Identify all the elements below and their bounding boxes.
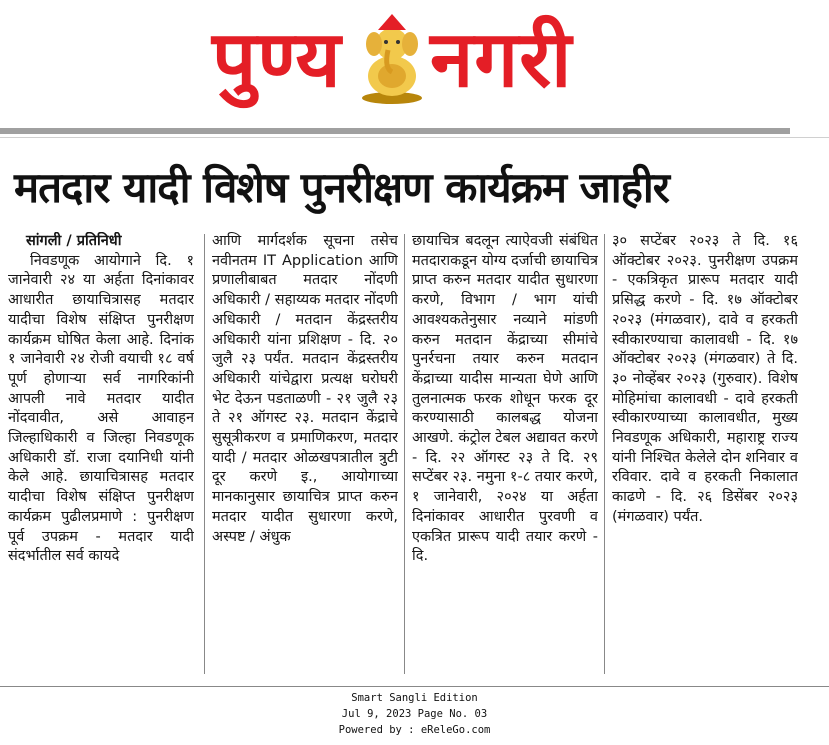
masthead-title-right: नगरी (430, 15, 573, 105)
footer-edition: Smart Sangli Edition (351, 692, 478, 704)
footer-date-page: Jul 9, 2023 Page No. 03 (341, 708, 488, 720)
article-body (8, 232, 820, 680)
column-divider (204, 234, 205, 674)
masthead (0, 0, 829, 126)
article-column-1 (8, 232, 194, 680)
column-3-text: छायाचित्र बदलून त्याऐवजी संबंधित मतदाराकडून योग्य दर्जाची छायाचित्र प्राप्त करुन मतदार यादीत सुधारणा करणे, विभाग / भाग यांची आवश्यकतेनुसार नव्याने मांडणी करुन मतदान केंद्राच्या सीमांचे पुनर्रचना तयार करुन मतदान केंद्राच्या यादीस मान्यता घेणे आणि तुलनात्मक फरक शोधून फरक दूर करण्यासाठी कालबद्ध योजना आखणे. कंट्रोल टेबल अद्यावत करणे - दि. २२ ऑगस्ट २३ ते दि. २९ सप्टेंबर २३. नमुना १-८ तयार करणे, १ जानेवारी, २०२४ या अर्हता दिनांकावर आधारीत पुरवणी व एकत्रित प्रारूप यादी तयार करणे - दि. (412, 233, 598, 565)
footer-rule (0, 686, 829, 687)
masthead-title-left: पुण्य (212, 15, 342, 105)
article-column-2 (212, 232, 398, 680)
ganesh-idol-icon (358, 10, 426, 106)
article-byline: सांगली / प्रतिनिधी (26, 233, 122, 249)
column-1-text: निवडणूक आयोगाने दि. १ जानेवारी २४ या अर्हता दिनांकावर आधारीत छायाचित्रासह मतदार यादीचा विशेष संक्षिप्त पुनरीक्षण कार्यक्रम घोषित केला आहे. दिनांक १ जानेवारी २४ रोजी वयाची १८ वर्ष पूर्ण होणाऱ्या सर्व नागरिकांनी आपली नावे मतदार यादीत नोंदवावीत, असे आवाहन जिल्हाधिकारी व जिल्हा निवडणूक अधिकारी डॉ. राजा दयानिधी यांनी केले आहे. छायाचित्रासह मतदार यादीचा विशेष संक्षिप्त पुनरीक्षण कार्यक्रम पुढीलप्रमाणे : पुनरीक्षण पूर्व उपक्रम - मतदार यादी संदर्भातील सर्व कायदे (8, 252, 194, 565)
page-footer (0, 690, 829, 738)
article-headline: मतदार यादी विशेष पुनरीक्षण कार्यक्रम जाहीर (14, 163, 669, 212)
article-column-4 (612, 232, 798, 680)
masthead-rule (0, 128, 790, 134)
column-divider (404, 234, 405, 674)
article-column-3 (412, 232, 598, 680)
column-4-text: ३० सप्टेंबर २०२३ ते दि. १६ ऑक्टोबर २०२३. पुनरीक्षण उपक्रम - एकत्रिकृत प्रारूप मतदार यादी प्रसिद्ध करणे - दि. १७ ऑक्टोबर २०२३ (मंगळवार), दावे व हरकती स्वीकारण्याचा कालावधी - दि. १७ ऑक्टोबर २०२३ (मंगळवार) ते दि. ३० नोव्हेंबर २०२३ (गुरुवार). विशेष मोहिमांचा कालावधी - दावे हरकती स्वीकारण्याच्या कालावधीत, मुख्य निवडणूक अधिकारी, महाराष्ट्र राज्य यांनी निश्चित केलेले दोन शनिवार व रविवार. दावे व हरकती निकालात काढणे - दि. २६ डिसेंबर २०२३ (मंगळवार) पर्यंत. (612, 233, 798, 525)
column-2-text: आणि मार्गदर्शक सूचना तसेच नवीनतम IT Application आणि प्रणालीबाबत मतदार नोंदणी अधिकारी / सहाय्यक मतदार नोंदणी अधिकारी / मतदान केंद्रस्तरीय अधिकारी यांना प्रशिक्षण - दि. २० जुलै २३ पर्यंत. मतदान केंद्रस्तरीय अधिकारी यांचेद्वारा प्रत्यक्ष घरोघरी भेट देऊन पडताळणी - २१ जुलै २३ ते २१ ऑगस्ट २३. मतदान केंद्राचे सुसूत्रीकरण व प्रमाणिकरण, मतदार यादी / मतदार ओळखपत्रातील त्रुटी दूर करणे इ., आयोगाच्या मानकानुसार छायाचित्र प्राप्त करुन मतदार यादीत सुधारणा करणे, अस्पष्ट / अंधुक (212, 233, 398, 545)
column-divider (604, 234, 605, 674)
footer-powered-by: Powered by : eReleGo.com (338, 724, 491, 736)
masthead-rule-thin (0, 137, 829, 138)
